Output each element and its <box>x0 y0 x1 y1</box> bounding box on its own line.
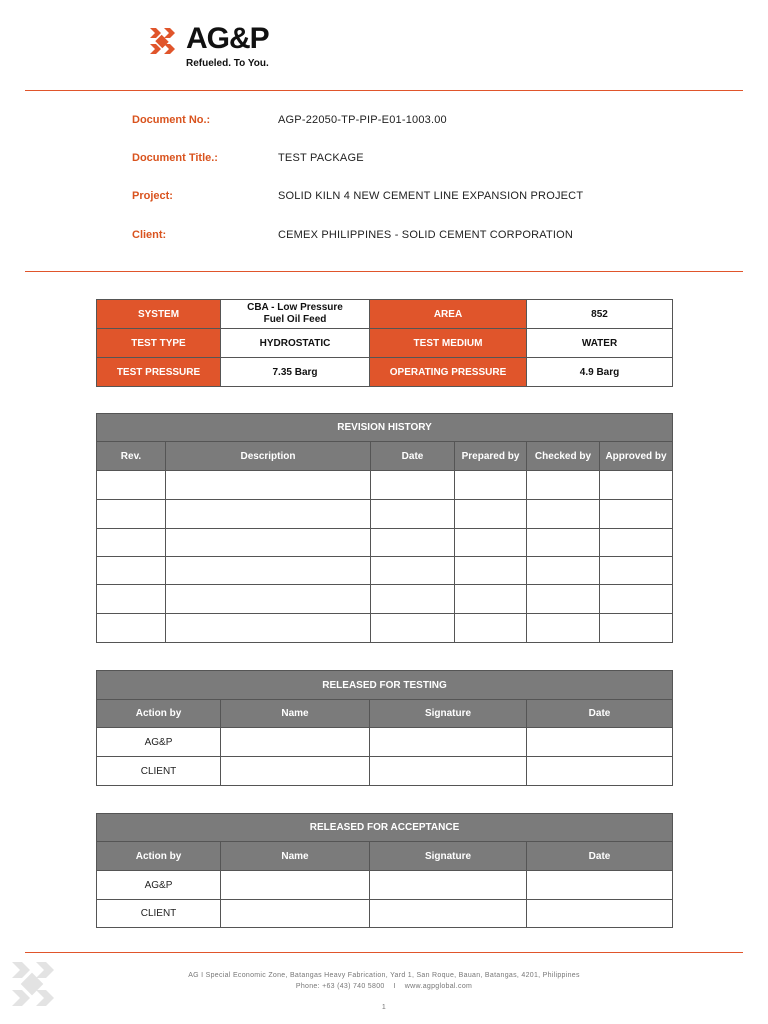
column-header-action-by: Action by <box>97 700 221 728</box>
document-number-value: AGP-22050-TP-PIP-E01-1003.00 <box>278 114 447 126</box>
date-cell[interactable] <box>527 728 673 757</box>
brand-name: AG&P <box>186 22 269 55</box>
revision-row <box>97 614 673 643</box>
company-logo <box>148 24 298 72</box>
signature-cell[interactable] <box>370 871 527 900</box>
revision-row <box>97 529 673 557</box>
project-value: SOLID KILN 4 NEW CEMENT LINE EXPANSION PROJECT <box>278 190 584 202</box>
name-cell[interactable] <box>221 728 370 757</box>
area-label: AREA <box>370 300 527 329</box>
document-title-label: Document Title.: <box>132 152 218 164</box>
test-pressure-value: 7.35 Barg <box>221 358 370 387</box>
system-value-line2: Fuel Oil Feed <box>263 314 327 325</box>
project-label: Project: <box>132 190 173 202</box>
column-header-description: Description <box>166 442 371 471</box>
released-for-testing-table <box>96 670 673 786</box>
client-value: CEMEX PHILIPPINES - SOLID CEMENT CORPORATION <box>278 229 574 241</box>
revision-history-title: REVISION HISTORY <box>97 414 673 442</box>
table-row <box>97 728 673 757</box>
test-medium-label: TEST MEDIUM <box>370 329 527 358</box>
header-divider <box>25 90 743 91</box>
column-header-date: Date <box>527 700 673 728</box>
revision-history-table <box>96 413 673 643</box>
column-header-action-by: Action by <box>97 842 221 871</box>
name-cell[interactable] <box>221 757 370 786</box>
table-row <box>97 871 673 900</box>
table-row <box>97 757 673 786</box>
operating-pressure-label: OPERATING PRESSURE <box>370 358 527 387</box>
column-header-date: Date <box>527 842 673 871</box>
test-pressure-label: TEST PRESSURE <box>97 358 221 387</box>
test-type-value: HYDROSTATIC <box>221 329 370 358</box>
system-value <box>221 300 370 329</box>
action-by-client: CLIENT <box>97 900 221 928</box>
date-cell[interactable] <box>527 757 673 786</box>
released-for-acceptance-title: RELEASED FOR ACCEPTANCE <box>97 814 673 842</box>
system-label: SYSTEM <box>97 300 221 329</box>
signature-cell[interactable] <box>370 757 527 786</box>
name-cell[interactable] <box>221 900 370 928</box>
name-cell[interactable] <box>221 871 370 900</box>
revision-row <box>97 585 673 614</box>
date-cell[interactable] <box>527 871 673 900</box>
operating-pressure-value: 4.9 Barg <box>527 358 673 387</box>
column-header-approved-by: Approved by <box>600 442 673 471</box>
action-by-client: CLIENT <box>97 757 221 786</box>
date-cell[interactable] <box>527 900 673 928</box>
column-header-name: Name <box>221 700 370 728</box>
column-header-name: Name <box>221 842 370 871</box>
revision-row <box>97 500 673 529</box>
client-label: Client: <box>132 229 167 241</box>
brand-tagline: Refueled. To You. <box>186 58 269 69</box>
test-summary-table <box>96 299 673 387</box>
footer-divider <box>25 952 743 953</box>
signature-cell[interactable] <box>370 728 527 757</box>
column-header-rev: Rev. <box>97 442 166 471</box>
footer-address: AG I Special Economic Zone, Batangas Heavy Fabrication, Yard 1, San Roque, Bauan, Batangas, 4201, Philippines <box>188 972 580 979</box>
document-number-label: Document No.: <box>132 114 211 126</box>
action-by-agp: AG&P <box>97 871 221 900</box>
column-header-checked-by: Checked by <box>527 442 600 471</box>
system-value-line1: CBA - Low Pressure <box>247 302 343 313</box>
column-header-signature: Signature <box>370 700 527 728</box>
revision-row <box>97 557 673 585</box>
released-for-acceptance-table <box>96 813 673 928</box>
column-header-date: Date <box>371 442 455 471</box>
table-row <box>97 900 673 928</box>
signature-cell[interactable] <box>370 900 527 928</box>
agp-logo-mark-icon <box>148 26 184 58</box>
action-by-agp: AG&P <box>97 728 221 757</box>
test-medium-value: WATER <box>527 329 673 358</box>
column-header-prepared-by: Prepared by <box>455 442 527 471</box>
page-number: 1 <box>381 1004 387 1011</box>
document-title-value: TEST PACKAGE <box>278 152 364 164</box>
column-header-signature: Signature <box>370 842 527 871</box>
area-value: 852 <box>527 300 673 329</box>
meta-divider <box>25 271 743 272</box>
revision-row <box>97 471 673 500</box>
released-for-testing-title: RELEASED FOR TESTING <box>97 671 673 700</box>
test-type-label: TEST TYPE <box>97 329 221 358</box>
footer-contact: Phone: +63 (43) 740 5800 I www.agpglobal.com <box>295 983 473 990</box>
